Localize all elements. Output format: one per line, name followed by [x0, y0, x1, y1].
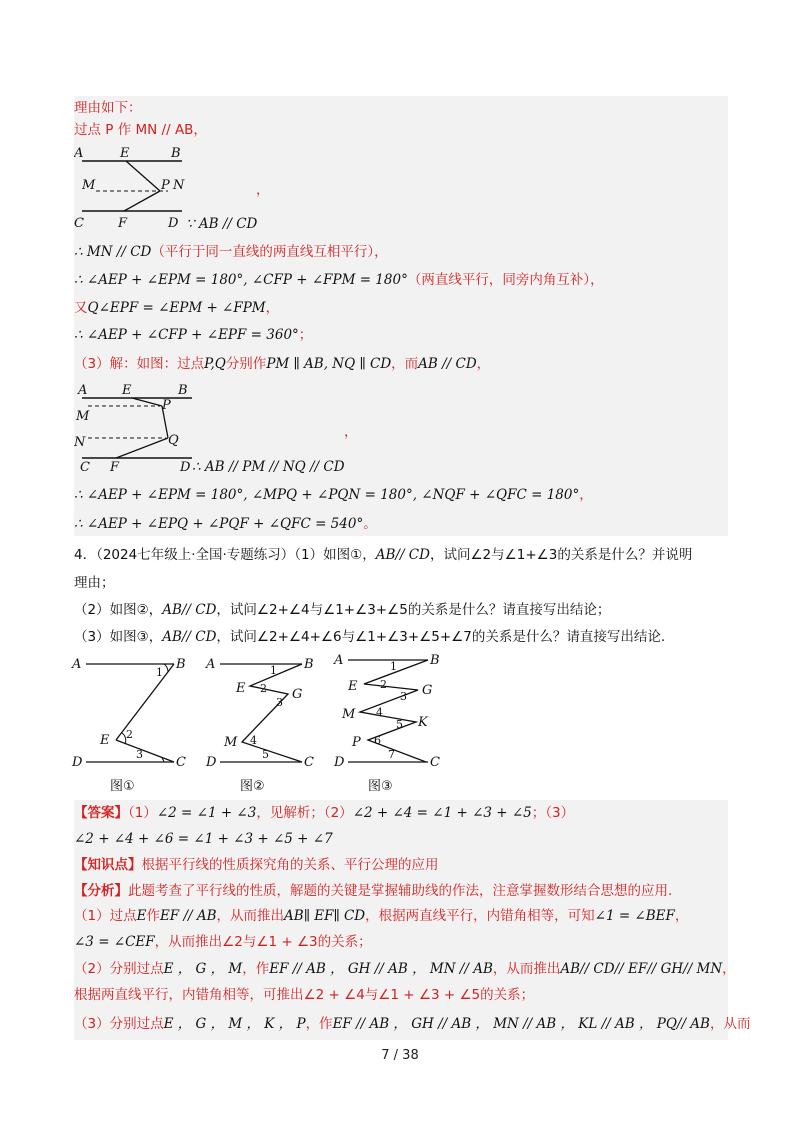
sum-360-expr: ∴ ∠AEP + ∠CFP + ∠EPF = 360° — [74, 327, 299, 343]
fig2s-label-M: M — [76, 409, 90, 424]
fig1-angle-1: 1 — [156, 666, 163, 679]
fig3-label-P: P — [352, 735, 361, 750]
fig1-caption: 图① — [110, 779, 135, 794]
eq-180s-tail: ， — [579, 487, 593, 503]
mn-parallel-cd — [74, 242, 388, 262]
fig2-angle-3: 3 — [276, 696, 283, 709]
p1-e-point: E — [136, 908, 147, 924]
p2-points: E ， G ， M — [163, 961, 243, 977]
analysis-tag: 【分析】 — [74, 883, 128, 899]
fig3-caption: 图③ — [368, 779, 393, 794]
fig3-angle-3: 3 — [400, 690, 407, 703]
figure-parallel-1 — [74, 143, 186, 231]
fig2s-label-C: C — [80, 460, 90, 474]
q2-text: ，试问∠2+∠4与∠1+∠3+∠5的关系是什么？请直接写出结论； — [216, 602, 611, 618]
p2-e: AB// CD// EF// GH// MN — [560, 961, 723, 977]
fig2-angle-1: 1 — [270, 664, 277, 677]
p1-c: EF // AB — [159, 908, 217, 924]
fig1-angle-2: 2 — [126, 728, 133, 741]
part3-solution — [74, 354, 490, 374]
question-4-line1 — [74, 545, 692, 565]
p2-c: EF // AB ， GH // AB ， MN // AB — [269, 961, 493, 977]
epf-tail: ， — [265, 300, 280, 316]
knowledge-tag: 【知识点】 — [74, 857, 142, 873]
answer-2-eq: ∠2 + ∠4 = ∠1 + ∠3 + ∠5 — [352, 805, 532, 821]
p2-a: （2）分别过点 — [74, 961, 164, 977]
part3-start: （3）解：如图：过点 — [74, 356, 205, 372]
answer-1-eq: ∠2 = ∠1 + ∠3 — [156, 805, 257, 821]
also-word: 又 — [74, 300, 88, 316]
answer-1-tail: ，见解析；（2） — [256, 805, 353, 821]
question-4-part3 — [74, 627, 665, 647]
figure-comma-1: ， — [256, 182, 270, 198]
analysis-p2 — [74, 959, 736, 979]
fig2-angle-4: 4 — [250, 734, 257, 747]
p2-b: ，作 — [242, 961, 270, 977]
fig2s-label-D: D — [180, 460, 191, 474]
analysis-p1 — [74, 906, 688, 926]
fig3-label-D: D — [334, 755, 345, 770]
fig2-label-C: C — [304, 755, 314, 770]
fig2s-label-B: B — [178, 383, 188, 398]
fig1s-label-C: C — [74, 216, 84, 231]
figure-2 — [205, 657, 314, 794]
fig2-label-B: B — [304, 657, 314, 672]
fig1-label-E: E — [100, 733, 110, 748]
fig1-label-D: D — [72, 755, 83, 770]
figures-row — [70, 650, 450, 796]
fig3-label-G: G — [422, 683, 433, 698]
part3-end: ， — [476, 356, 491, 372]
fig1s-label-F: F — [118, 216, 128, 231]
fig3-label-E: E — [348, 679, 358, 694]
eq-180s-expr: ∴ ∠AEP + ∠EPM = 180°, ∠MPQ + ∠PQN = 180°, ∠NQF + ∠QFC = 180° — [74, 487, 580, 503]
knowledge-line — [74, 855, 439, 875]
fig3-angle-5: 5 — [396, 718, 403, 731]
fig1-label-B: B — [176, 657, 186, 672]
p3-b: ，作 — [305, 1016, 333, 1032]
fig2-label-G: G — [292, 687, 303, 702]
reason-heading: 理由如下： — [74, 100, 142, 116]
given-ab-cd: ∵ AB // CD — [186, 216, 258, 232]
fig1-label-C: C — [176, 755, 186, 770]
answer-line1 — [74, 803, 574, 823]
fig2s-label-A: A — [78, 383, 88, 398]
p1-i: ∠3 = ∠CEF — [74, 934, 155, 950]
fig2-label-M: M — [224, 735, 238, 750]
fig3-label-B: B — [430, 653, 440, 668]
fig3-angle-1: 1 — [390, 660, 397, 673]
sum-360 — [74, 325, 312, 345]
epf-equation — [74, 298, 279, 318]
fig2-angle-5: 5 — [262, 748, 269, 761]
fig2-caption: 图② — [240, 779, 265, 794]
answer-1-label: （1） — [128, 805, 157, 821]
answer-2-tail: ；（3） — [531, 805, 575, 821]
analysis-p2-cont: 根据两直线平行，内错角相等，可推出∠2 + ∠4与∠1 + ∠3 + ∠5的关系； — [74, 987, 535, 1003]
fig2s-label-N: N — [74, 435, 86, 450]
fig3-angle-7: 7 — [388, 748, 395, 761]
fig3-label-C: C — [430, 755, 440, 770]
fig3-label-K: K — [418, 715, 428, 730]
p1-d: ，从而推出 — [216, 908, 285, 924]
figure-parallel-2 — [74, 378, 196, 474]
fig3-label-A: A — [334, 653, 344, 668]
figure-3 — [333, 653, 440, 794]
fig3-angle-6: 6 — [374, 734, 381, 747]
part3-mid: 分别作 — [225, 356, 267, 372]
page-number: 7 / 38 — [381, 1048, 419, 1063]
q3-start: （3）如图③， — [74, 629, 163, 645]
part3-abcd: AB // CD — [418, 356, 477, 372]
q3-given: AB// CD — [162, 629, 217, 645]
q2-given: AB// CD — [162, 602, 217, 618]
p2-d: ，从而推出 — [492, 961, 561, 977]
sum-540-expr: ∴ ∠AEP + ∠EPQ + ∠PQF + ∠QFC = 540° — [74, 516, 364, 532]
figure-1 — [71, 657, 186, 794]
p1-g: ∠1 = ∠BEF — [594, 908, 675, 924]
fig2s-label-F: F — [110, 460, 120, 474]
sum-360-tail: ； — [298, 327, 313, 343]
epf-expr: Q∠EPF = ∠EPM + ∠FPM — [87, 300, 266, 316]
fig2s-label-Q: Q — [168, 433, 179, 448]
part3-er: ，而 — [391, 356, 419, 372]
construction-line: 过点 P 作 MN // AB， — [74, 122, 207, 138]
question-4-line2: 理由； — [74, 575, 115, 591]
fig2-label-D: D — [206, 755, 217, 770]
fig2s-label-P: P — [162, 398, 171, 413]
p1-h: ， — [674, 908, 689, 924]
fig2-label-A: A — [206, 657, 216, 672]
answer-tag: 【答案】 — [74, 805, 128, 821]
sum-540-tail: 。 — [363, 516, 377, 532]
figure-comma-2: ， — [344, 424, 358, 440]
question-4-part2 — [74, 600, 610, 620]
fig1s-label-D: D — [168, 216, 179, 231]
analysis-p1-cont — [74, 932, 372, 952]
fig1s-label-M: M — [82, 178, 96, 193]
fig1s-label-B: B — [171, 146, 181, 161]
q3-text: ，试问∠2+∠4+∠6与∠1+∠3+∠5+∠7的关系是什么？请直接写出结论. — [216, 629, 666, 645]
q2-start: （2）如图②， — [74, 602, 163, 618]
fig3-angle-2: 2 — [380, 678, 387, 691]
eq-180s — [74, 485, 593, 505]
p1-b: 作 — [146, 908, 160, 924]
q1-given: AB// CD — [375, 547, 430, 563]
angle-eq-expr: ∴ ∠AEP + ∠EPM = 180°, ∠CFP + ∠FPM = 180° — [74, 272, 408, 288]
q1-text: ，试问∠2与∠1+∠3的关系是什么？并说明 — [429, 547, 693, 563]
question-number: 4．（2024七年级上·全国·专题练习）（1）如图①， — [74, 547, 376, 563]
knowledge-text: 根据平行线的性质探究角的关系、平行公理的应用 — [141, 857, 439, 873]
part3-points: P,Q — [204, 356, 226, 372]
angle-equations — [74, 270, 604, 290]
given-chain: ∴ AB // PM // NQ // CD — [192, 459, 345, 475]
fig2s-label-E: E — [122, 383, 132, 398]
p3-points: E ， G ， M ， K ， P — [163, 1016, 306, 1032]
analysis-line — [74, 881, 672, 901]
p3-a: （3）分别过点 — [74, 1016, 164, 1032]
fig1-label-A: A — [72, 657, 82, 672]
p1-f: ，根据两直线平行，内错角相等，可知 — [365, 908, 595, 924]
p1-e: AB∥ EF∥ CD — [284, 908, 366, 924]
analysis-text: 此题考查了平行线的性质，解题的关键是掌握辅助线的作法，注意掌握数形结合思想的应用. — [128, 883, 673, 899]
mn-cd-reason: （平行于同一直线的两直线互相平行）， — [151, 244, 388, 260]
answer-line2: ∠2 + ∠4 + ∠6 = ∠1 + ∠3 + ∠5 + ∠7 — [74, 831, 333, 847]
sum-540 — [74, 514, 377, 534]
part3-lines: PM ∥ AB, NQ ∥ CD — [266, 356, 392, 372]
fig3-label-M: M — [342, 707, 356, 722]
p3-c: EF // AB ， GH // AB ， MN // AB ， KL // AB ， PQ// AB — [332, 1016, 710, 1032]
fig1s-label-P: P — [161, 178, 170, 193]
fig1s-label-N: N — [173, 178, 185, 193]
fig2-angle-2: 2 — [260, 682, 267, 695]
analysis-p3 — [74, 1014, 750, 1034]
fig2-label-E: E — [236, 681, 246, 696]
fig1s-label-A: A — [74, 146, 84, 161]
p1-a: （1）过点 — [74, 908, 137, 924]
p2-f: ， — [722, 961, 736, 977]
fig1s-label-E: E — [120, 146, 130, 161]
fig3-angle-4: 4 — [376, 706, 383, 719]
fig1-angle-3: 3 — [136, 748, 143, 761]
mn-cd-expr: ∴ MN // CD — [74, 244, 152, 260]
angle-eq-reason: （两直线平行，同旁内角互补）， — [407, 272, 604, 288]
p3-d: ，从而 — [709, 1016, 751, 1032]
p1-j: ，从而推出∠2与∠1 + ∠3的关系； — [154, 934, 372, 950]
